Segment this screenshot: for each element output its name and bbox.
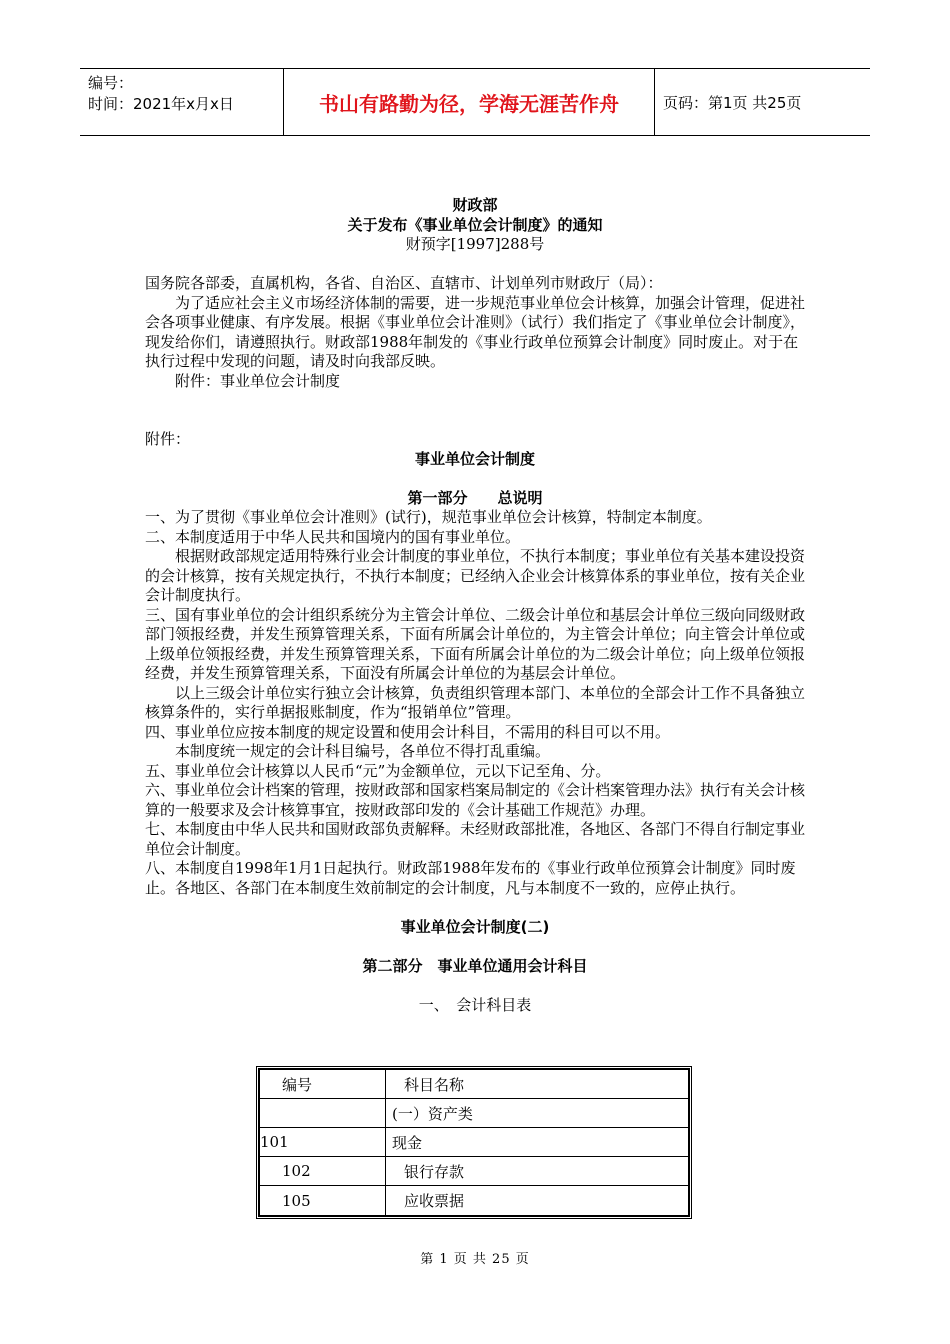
system2-title: 事业单位会计制度(二) bbox=[400, 917, 550, 936]
notice-addressee: 国务院各部委，直属机构，各省、自治区、直辖市、计划单列市财政厅（局）： bbox=[145, 274, 663, 292]
page-footer: 第 1 页 共 25 页 bbox=[420, 1252, 530, 1267]
account-name: 应收票据 bbox=[404, 1192, 465, 1210]
clause-item: 八、本制度自1998年1月1日起执行。财政部1988年发布的《事业行政单位预算会计制度》同时废止。各地区、各部门在本制度生效前制定的会计制度，凡与本制度不一致的，应停止执行。 bbox=[145, 859, 796, 897]
account-code: 102 bbox=[260, 1157, 386, 1186]
clause-item: 一、为了贯彻《事业单位会计准则》(试行)，规范事业单位会计核算，特制定本制度。 bbox=[145, 508, 712, 526]
clause-item: 四、事业单位应按本制度的规定设置和使用会计科目，不需用的科目可以不用。 bbox=[145, 722, 671, 741]
part1-heading: 第一部分 总说明 bbox=[407, 488, 543, 507]
account-code: 101 bbox=[260, 1128, 386, 1157]
clause-item: 七、本制度由中华人民共和国财政部负责解释。未经财政部批准，各地区、各部门不得自行制定事业单位会计制度。 bbox=[145, 820, 806, 858]
page-header bbox=[80, 68, 870, 136]
notice-org: 财政部 bbox=[452, 196, 498, 214]
header-name: 科目名称 bbox=[386, 1070, 688, 1099]
table-header-row bbox=[260, 1070, 688, 1099]
document-body bbox=[145, 196, 805, 1015]
notice-doc-no: 财预字[1997]288号 bbox=[405, 235, 545, 253]
account-code bbox=[260, 1099, 386, 1128]
header-page-info: 页码：第1页 共25页 bbox=[663, 93, 802, 112]
table-row bbox=[260, 1186, 688, 1215]
code-label: 编号： bbox=[88, 74, 134, 92]
header-code: 编号 bbox=[260, 1070, 386, 1099]
account-name: (一）资产类 bbox=[386, 1099, 688, 1128]
header-meta bbox=[80, 69, 283, 135]
table-row bbox=[260, 1099, 688, 1128]
clause-item: 二、本制度适用于中华人民共和国境内的国有事业单位。 bbox=[145, 527, 521, 546]
attachment-label: 附件： bbox=[145, 430, 191, 448]
part2-heading: 第二部分 事业单位通用会计科目 bbox=[362, 956, 588, 975]
account-name: 现金 bbox=[386, 1128, 688, 1157]
part1-items bbox=[145, 508, 805, 898]
clause-item: 三、国有事业单位的会计组织系统分为主管会计单位、二级会计单位和基层会计单位三级向同级财政部门领报经费，并发生预算管理关系，下面有所属会计单位的，为主管会计单位；向主管会计单位或上级单位领报经费，并发生预算管理关系，下面有所属会计单位的为二级会计单位；向上级单位领报经费，并发生预算管理关系，下面没有所属会计单位的为基层会计单位。 bbox=[145, 605, 806, 682]
time-label: 时间：2021年x月x日 bbox=[88, 95, 234, 113]
notice-body: 为了适应社会主义市场经济体制的需要，进一步规范事业单位会计核算，加强会计管理，促进社会各项事业健康、有序发展。根据《事业单位会计准则》（试行）我们指定了《事业单位会计制度》，现发给你们，请遵照执行。财政部1988年制发的《事业行政单位预算会计制度》同时废止。对于在执行过程中发现的问题，请及时向我部反映。 bbox=[145, 293, 806, 370]
clause-item: 以上三级会计单位实行独立会计核算，负责组织管理本部门、本单位的全部会计工作不具备独立核算条件的，实行单据报账制度，作为“报销单位”管理。 bbox=[145, 683, 806, 721]
clause-item: 根据财政部规定适用特殊行业会计制度的事业单位，不执行本制度；事业单位有关基本建设投资的会计核算，按有关规定执行，不执行本制度；已经纳入企业会计核算体系的事业单位，按有关企业会计制度执行。 bbox=[145, 547, 806, 604]
account-code: 105 bbox=[260, 1186, 386, 1215]
header-motto: 书山有路勤为径，学海无涯苦作舟 bbox=[283, 69, 655, 135]
account-table bbox=[258, 1068, 690, 1217]
attachment-title: 事业单位会计制度 bbox=[414, 449, 535, 468]
clause-item: 五、事业单位会计核算以人民币“元”为金额单位，元以下记至角、分。 bbox=[145, 761, 611, 780]
account-name: 银行存款 bbox=[386, 1157, 688, 1186]
table-row bbox=[260, 1157, 688, 1186]
clause-item: 六、事业单位会计档案的管理，按财政部和国家档案局制定的《会计档案管理办法》执行有关会计核算的一般要求及会计核算事宜，按财政部印发的《会计基础工作规范》办理。 bbox=[145, 781, 806, 819]
table-caption: 一、 会计科目表 bbox=[418, 995, 532, 1014]
clause-item: 本制度统一规定的会计科目编号，各单位不得打乱重编。 bbox=[175, 742, 551, 760]
table-row bbox=[260, 1128, 688, 1157]
notice-title: 关于发布《事业单位会计制度》的通知 bbox=[347, 215, 603, 234]
notice-attachment-line: 附件：事业单位会计制度 bbox=[175, 371, 341, 390]
